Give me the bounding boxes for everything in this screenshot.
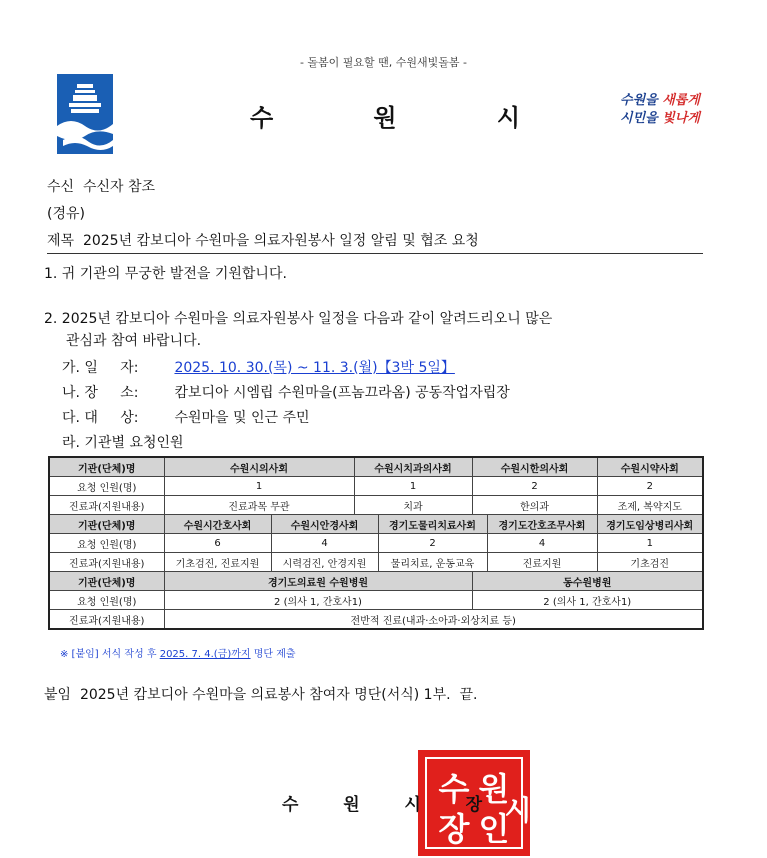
svg-text:수: 수 <box>438 770 470 808</box>
table-cell: 2 <box>597 477 703 496</box>
subject-line: 제목 2025년 캄보디아 수원마을 의료자원봉사 일정 알림 및 협조 요청 <box>47 233 479 249</box>
table-row <box>49 553 703 572</box>
city-slogan <box>612 92 708 128</box>
table-cell: 진료지원 <box>487 553 597 572</box>
item-label: 나. 장 소: <box>62 385 139 401</box>
table-header-cell: 수원시안경사회 <box>271 515 378 534</box>
table-cell: 2 <box>378 534 487 553</box>
item-date-extra: 【3박 5일】 <box>377 360 455 376</box>
table-header-cell: 기관(단체)명 <box>49 457 164 477</box>
table-row <box>49 591 703 610</box>
table-header-cell: 경기도간호조무사회 <box>487 515 597 534</box>
table-cell: 2 (의사 1, 간호사1) <box>472 591 703 610</box>
table-cell: 전반적 진료(내과·소아과·외상치료 등) <box>164 610 703 630</box>
table-cell: 기초검진, 진료지원 <box>164 553 271 572</box>
paragraph-1: 1. 귀 기관의 무궁한 발전을 기원합니다. <box>44 266 287 282</box>
note-prefix: ※ [붙임] 서식 작성 후 <box>60 649 160 660</box>
note-deadline: 2025. 7. 4.(금)까지 <box>159 649 251 660</box>
table-row <box>49 534 703 553</box>
table-row <box>49 515 703 534</box>
table-cell: 2 (의사 1, 간호사1) <box>164 591 472 610</box>
table-row <box>49 477 703 496</box>
slogan-text: 수원을 <box>620 93 663 108</box>
attachment-line: 붙임 2025년 캄보디아 수원마을 의료봉사 참여자 명단(서식) 1부. 끝. <box>44 687 478 703</box>
table-header-cell: 경기도의료원 수원병원 <box>164 572 472 591</box>
request-table <box>48 456 704 630</box>
table-cell: 치과 <box>354 496 472 515</box>
via-line: (경유) <box>47 206 85 222</box>
paragraph-2-line1: 2. 2025년 캄보디아 수원마을 의료자원봉사 일정을 다음과 같이 알려드리오니 많은 <box>44 311 553 327</box>
title-char: 수 <box>250 104 274 132</box>
table-row-label: 요청 인원(명) <box>49 477 164 496</box>
item-label: 라. 기관별 요청인원 <box>62 435 184 451</box>
table-header-cell: 기관(단체)명 <box>49 572 164 591</box>
svg-text:인: 인 <box>478 810 510 848</box>
table-header-cell: 기관(단체)명 <box>49 515 164 534</box>
item-request <box>62 432 184 452</box>
item-target-value: 수원마을 및 인근 주민 <box>174 410 310 426</box>
note-suffix: 명단 제출 <box>250 649 296 660</box>
slogan-accent: 빛나게 <box>662 111 700 126</box>
item-date-value: 2025. 10. 30.(목) ~ 11. 3.(월) <box>174 360 378 376</box>
table-cell: 시력검진, 안경지원 <box>271 553 378 572</box>
table-cell: 6 <box>164 534 271 553</box>
item-place-value: 캄보디아 시엠립 수원마을(프놈끄라옴) 공동작업자립장 <box>174 385 510 401</box>
table-header-cell: 수원시의사회 <box>164 457 354 477</box>
item-label: 다. 대 상: <box>62 410 139 426</box>
table-header-cell: 수원시약사회 <box>597 457 703 477</box>
table-cell: 진료과목 무관 <box>164 496 354 515</box>
table-row <box>49 572 703 591</box>
signature-line <box>282 790 482 815</box>
table-row-label: 진료과(지원내용) <box>49 553 164 572</box>
item-place <box>62 382 510 402</box>
signature-char: 장 <box>465 795 482 815</box>
item-date <box>62 357 455 377</box>
recipient-line: 수신 수신자 참조 <box>47 179 156 195</box>
item-label: 가. 일 자: <box>62 360 139 376</box>
signature-char: 시 <box>404 795 421 815</box>
table-header-cell: 수원시치과의사회 <box>354 457 472 477</box>
svg-text:시: 시 <box>504 794 532 827</box>
table-row-label: 요청 인원(명) <box>49 591 164 610</box>
table-header-cell: 동수원병원 <box>472 572 703 591</box>
title-char: 시 <box>496 104 520 132</box>
table-row-label: 진료과(지원내용) <box>49 610 164 630</box>
paragraph-2 <box>44 308 704 352</box>
org-title <box>250 98 520 133</box>
submission-note <box>60 645 296 660</box>
table-cell: 1 <box>164 477 354 496</box>
slogan-text: 시민을 <box>620 111 663 126</box>
table-cell: 물리치료, 운동교육 <box>378 553 487 572</box>
table-cell: 2 <box>472 477 597 496</box>
table-header-cell: 경기도물리치료사회 <box>378 515 487 534</box>
paragraph-2-line2: 관심과 참여 바랍니다. <box>66 333 202 349</box>
table-row <box>49 496 703 515</box>
table-cell: 1 <box>597 534 703 553</box>
header-slogan: - 돌봄이 필요할 땐, 수원새빛돌봄 - <box>299 56 468 69</box>
table-row-label: 진료과(지원내용) <box>49 496 164 515</box>
subject-divider <box>47 253 703 254</box>
table-cell: 4 <box>487 534 597 553</box>
table-header-cell: 수원시한의사회 <box>472 457 597 477</box>
table-cell: 한의과 <box>472 496 597 515</box>
table-cell: 기초검진 <box>597 553 703 572</box>
title-char: 원 <box>373 104 397 132</box>
table-header-cell: 수원시간호사회 <box>164 515 271 534</box>
table-row <box>49 610 703 630</box>
table-row-label: 요청 인원(명) <box>49 534 164 553</box>
svg-text:장: 장 <box>438 810 470 848</box>
table-cell: 조제, 복약지도 <box>597 496 703 515</box>
signature-char: 수 <box>282 795 299 815</box>
table-header-cell: 경기도임상병리사회 <box>597 515 703 534</box>
table-row <box>49 457 703 477</box>
svg-text:원: 원 <box>478 770 510 808</box>
suwon-city-logo-icon <box>57 74 113 154</box>
item-target <box>62 407 310 427</box>
slogan-accent: 새롭게 <box>662 93 700 108</box>
table-cell: 1 <box>354 477 472 496</box>
table-cell: 4 <box>271 534 378 553</box>
signature-char: 원 <box>343 795 360 815</box>
